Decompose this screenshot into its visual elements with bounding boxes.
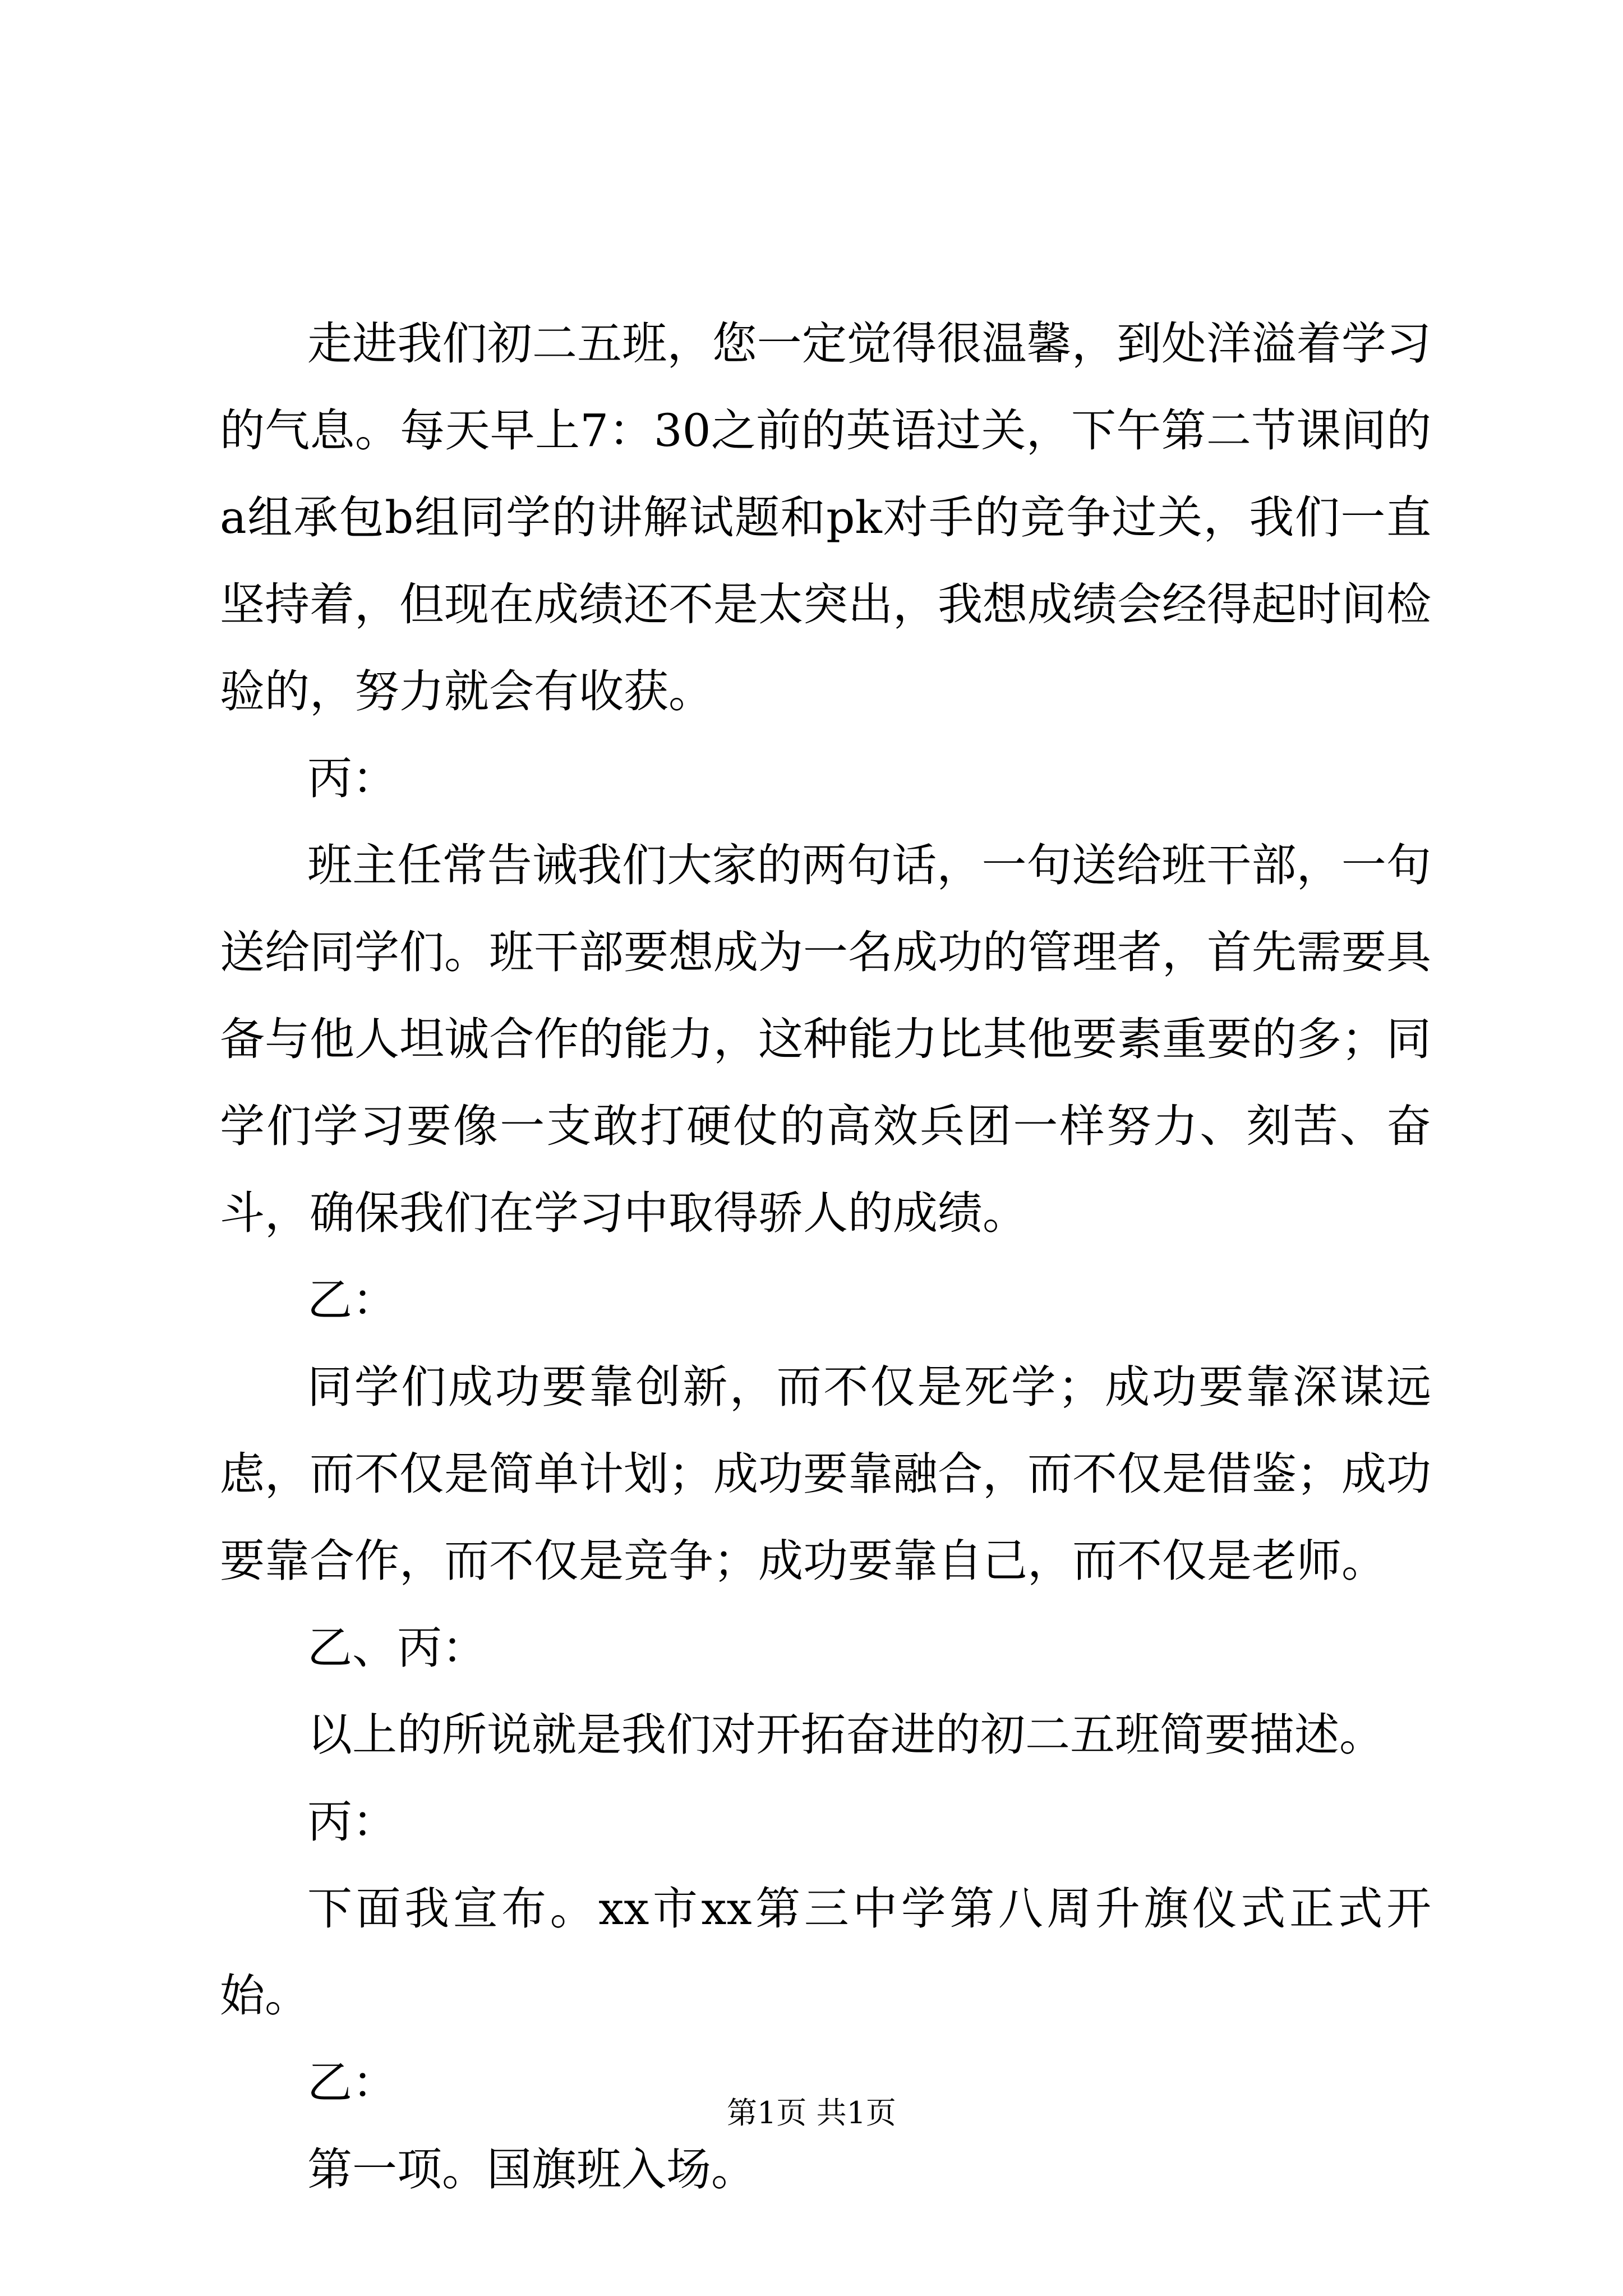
paragraph-success: 同学们成功要靠创新，而不仅是死学；成功要靠深谋远虑，而不仅是简单计划；成功要靠融合，而不仅是借鉴；成功要靠合作，而不仅是竞争；成功要靠自己，而不仅是老师。 (220, 1361, 1431, 1587)
paragraph-summary: 以上的所说就是我们对开拓奋进的初二五班简要描述。 (307, 1709, 1384, 1761)
paragraph-first-item: 第一项。国旗班入场。 (307, 2143, 756, 2196)
paragraph-intro: 走进我们初二五班，您一定觉得很温馨，到处洋溢着学习的气息。每天早上7：30之前的英语过关，下午第二节课间的a组承包b组同学的讲解试题和pk对手的竞争过关，我们一直坚持着，但现在成绩还不是太突出，我想成绩会经得起时间检验的，努力就会有收获。 (220, 318, 1431, 717)
speaker-label-bing: 丙： (307, 752, 397, 804)
paragraph-head-teacher: 班主任常告诫我们大家的两句话，一句送给班干部，一句送给同学们。班干部要想成为一名成功的管理者，首先需要具备与他人坦诚合作的能力，这种能力比其他要素重要的多；同学们学习要像一支敢打硬仗的高效兵团一样努力、刻苦、奋斗，确保我们在学习中取得骄人的成绩。 (220, 839, 1431, 1239)
speaker-label-yi-2: 乙： (307, 2056, 397, 2109)
page-footer: 第1页 共1页 (727, 2095, 896, 2131)
speaker-label-bing-2: 丙： (307, 1796, 397, 1848)
document-body (220, 300, 1431, 2213)
speaker-label-yi: 乙： (307, 1274, 397, 1326)
paragraph-announcement: 下面我宣布。xx市xx第三中学第八周升旗仪式正式开始。 (220, 1883, 1431, 2022)
speaker-label-yi-bing: 乙、丙： (307, 1622, 487, 1674)
